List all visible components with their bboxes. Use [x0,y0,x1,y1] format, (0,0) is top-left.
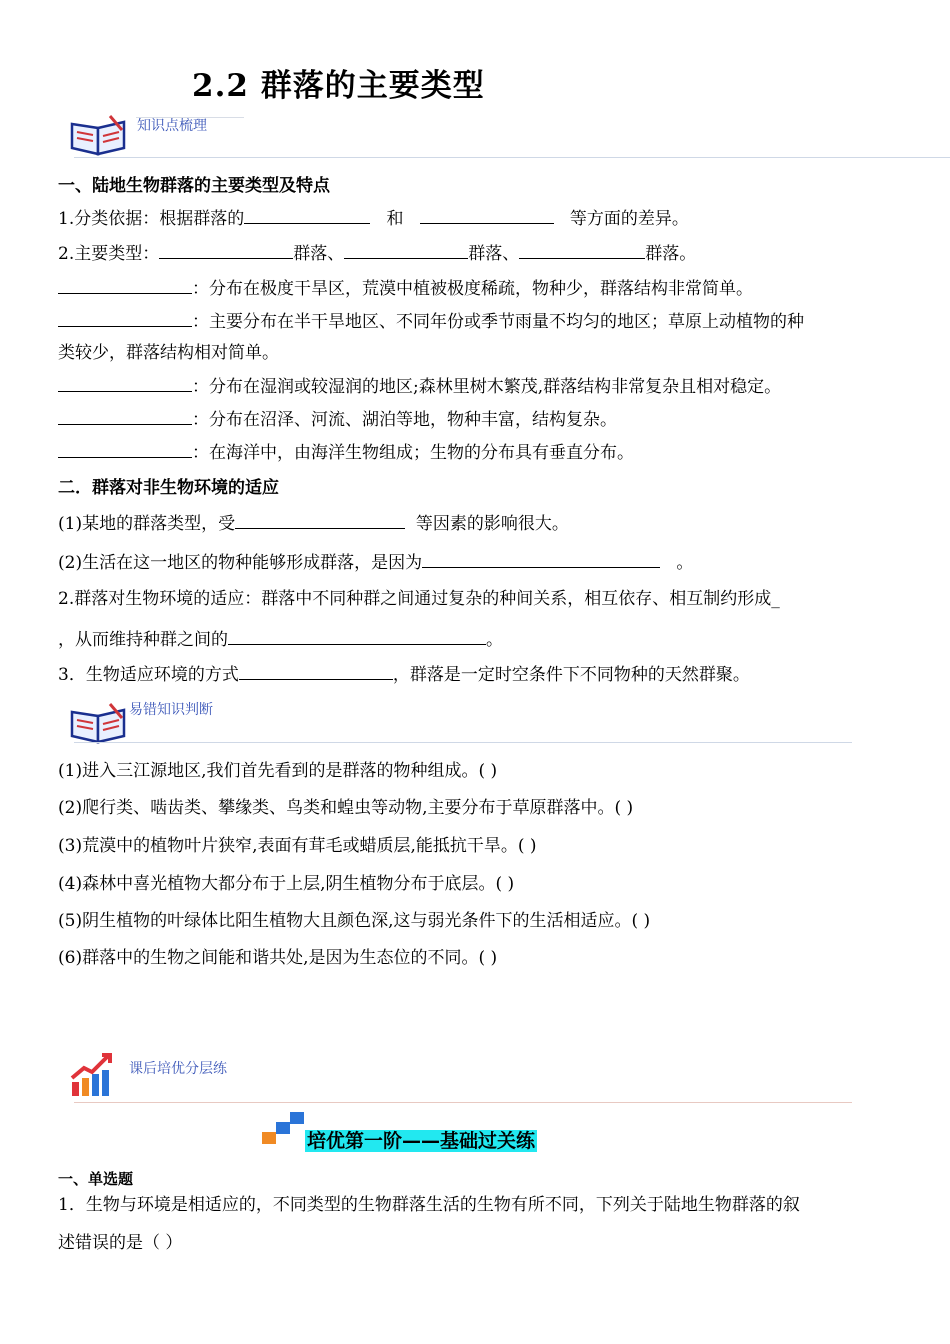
blank [228,628,486,645]
part1-line2 [58,242,696,265]
text: ：在海洋中，由海洋生物组成；生物的分布具有垂直分布。 [192,443,634,463]
blank [519,242,645,259]
text: 等方面的差异。 [569,209,689,229]
text: ：主要分布在半干旱地区、不同年份或季节雨量不均匀的地区；草原上动植物的种 [192,312,804,332]
text: 2.主要类型： [58,244,160,264]
part2-line1 [58,512,569,535]
judgment-item: (5)阴生植物的叶绿体比阳生植物大且颜色深,这与弱光条件下的生活相适应。( ) [58,911,651,931]
question-1: 1．生物与环境是相适应的，不同类型的生物群落生活的生物有所不同，下列关于陆地生物群落的叙 [58,1195,800,1215]
book-icon [70,700,130,744]
practice-section-label: 课后培优分层练 [129,1061,227,1077]
part2-heading: 二．群落对非生物环境的适应 [58,478,279,498]
blank [235,512,405,529]
part1-line7 [58,441,634,464]
blank [244,207,370,224]
text: (1)某地的群落类型，受 [58,514,236,534]
part1-line5 [58,375,781,398]
text: ：分布在沼泽、河流、湖泊等地，物种丰富，结构复杂。 [192,410,617,430]
text: ，从而维持种群之间的 [58,630,228,650]
blank [159,242,293,259]
part2-line3: 2.群落对生物环境的适应：群落中不同种群之间通过复杂的种间关系，相互依存、相互制约形成_ [58,589,780,609]
section-divider [136,117,244,118]
blank [239,663,393,680]
text: 和 [386,209,404,229]
part2-line4 [58,628,503,651]
blank [420,207,554,224]
part2-line5 [58,663,750,686]
blank [58,441,192,458]
text: ：分布在湿润或较湿润的地区;森林里树木繁茂,群落结构非常复杂且相对稳定。 [192,377,782,397]
blank [58,408,192,425]
error-section-label: 易错知识判断 [129,702,213,718]
blank [58,277,192,294]
text: 群落。 [645,244,697,264]
blank [422,551,660,568]
banner-text: 培优第一阶——基础过关练 [307,1130,536,1152]
part1-line4 [58,310,804,333]
judgment-item: (6)群落中的生物之间能和谐共处,是因为生态位的不同。( ) [58,948,498,968]
judgment-item: (4)森林中喜光植物大都分布于上层,阴生植物分布于底层。( ) [58,874,515,894]
part1-line1 [58,207,689,230]
text: 。 [676,553,694,573]
text: ：分布在极度干旱区，荒漠中植被极度稀疏，物种少，群落结构非常简单。 [192,279,753,299]
knowledge-section-label: 知识点梳理 [137,118,207,134]
book-icon [70,112,130,156]
page-title: 2.2 群落的主要类型 [192,68,485,104]
judgment-item: (3)荒漠中的植物叶片狭窄,表面有茸毛或蜡质层,能抵抗干旱。( ) [58,836,537,856]
text: 3．生物适应环境的方式 [58,665,239,685]
text: 。 [486,630,503,650]
part1-heading: 一、陆地生物群落的主要类型及特点 [58,176,330,196]
blank [58,310,192,327]
text: 等因素的影响很大。 [415,514,569,534]
growth-chart-icon [70,1052,114,1098]
part1-line4b: 类较少，群落结构相对简单。 [58,343,279,363]
text: (2)生活在这一地区的物种能够形成群落，是因为 [58,553,423,573]
blank [58,375,192,392]
part1-line6 [58,408,617,431]
steps-icon [262,1112,306,1146]
part1-line3 [58,277,753,300]
practice-banner [305,1126,537,1153]
blank [344,242,468,259]
section-divider [74,1102,852,1103]
practice-subheading: 一、单选题 [58,1170,134,1188]
judgment-item: (2)爬行类、啮齿类、攀缘类、鸟类和蝗虫等动物,主要分布于草原群落中。( ) [58,798,634,818]
text: 群落、 [293,244,345,264]
part2-line2 [58,551,693,574]
text: ，群落是一定时空条件下不同物种的天然群聚。 [392,665,750,685]
section-divider [74,157,950,158]
text: 1.分类依据：根据群落的 [58,209,245,229]
judgment-item: (1)进入三江源地区,我们首先看到的是群落的物种组成。( ) [58,761,498,781]
question-1-cont: 述错误的是（ ） [58,1233,183,1253]
text: 群落、 [468,244,520,264]
section-divider [74,742,852,743]
